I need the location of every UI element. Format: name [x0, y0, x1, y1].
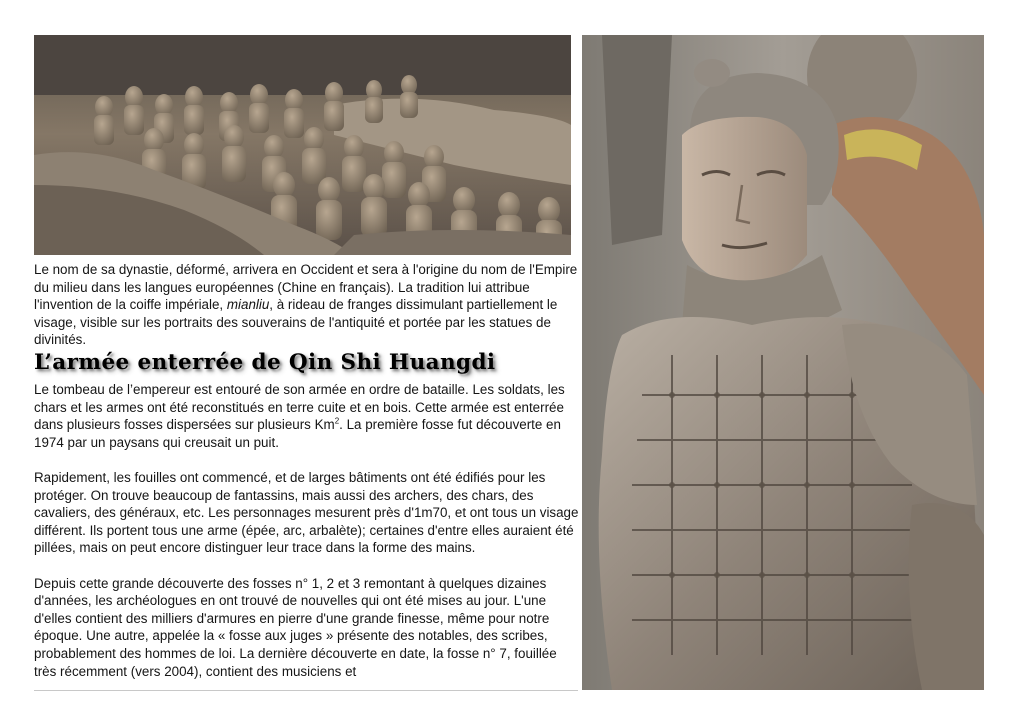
- intro-text-part-1: Le nom de sa dynastie, déformé, arrivera en Occident et sera à l'origine du nom de l'Empire du milieu dans les langues européennes (Chine en français). La tradition lui attribue l'invention de la coiffe impériale,: [34, 262, 578, 313]
- paragraph-2: Rapidement, les fouilles ont commencé, et de larges bâtiments ont été édifiés pour les protéger. On trouve beaucoup de fantassins, mais aussi des archers, des chars, des cavaliers, des généraux, etc. Les personnages mesurent près d'1m70, et ont tous un visage différent. Ils portent tous une arme (épée, arc, arbalète); certaines d'entre elles auraient été pillées, mais on peut encore distinguer leur trace dans la forme des mains.: [34, 469, 579, 556]
- paragraph-1: [34, 381, 580, 451]
- paragraph-1-part-a: Le tombeau de l’empereur est entouré de son armée en ordre de bataille. Les soldats, les chars et les armes ont été reconstitués en terre cuite et en bois. Cette armée est enterrée dans plusieurs fosses dispersées sur plusieurs Km: [34, 382, 565, 433]
- bottom-divider: [34, 690, 578, 691]
- paragraph-1-part-b: . La première fosse fut découverte en 1974 par un paysans qui creusait un puit.: [34, 417, 561, 450]
- terracotta-warrior-portrait-photo: [582, 35, 984, 690]
- terracotta-army-pit-photo: [34, 35, 571, 255]
- paragraph-3: Depuis cette grande découverte des fosses n° 1, 2 et 3 remontant à quelques dizaines d'années, les archéologues en ont trouvé de nouvelles qui ont été mises au jour. L'une d'elles contient des milliers d'armures en pierre d'une grande finesse, même pour notre époque. Une autre, appelée la « fosse aux juges » présente des notables, des scribes, probablement des hommes de loi. La dernière découverte en date, la fosse n° 7, fouillée très récemment (vers 2004), contient des musiciens et: [34, 575, 557, 679]
- section-title: L’armée enterrée de Qin Shi Huangdi: [34, 350, 496, 375]
- body-text: [34, 381, 580, 689]
- intro-emphasis: mianliu: [226, 297, 270, 313]
- superscript: 2: [334, 416, 340, 426]
- intro-paragraph: [34, 261, 580, 349]
- intro-text-part-2: , à rideau de franges dissimulant partiellement le visage, visible sur les portraits des souverains de l'antiquité et portée par les statues de divinités.: [34, 297, 558, 348]
